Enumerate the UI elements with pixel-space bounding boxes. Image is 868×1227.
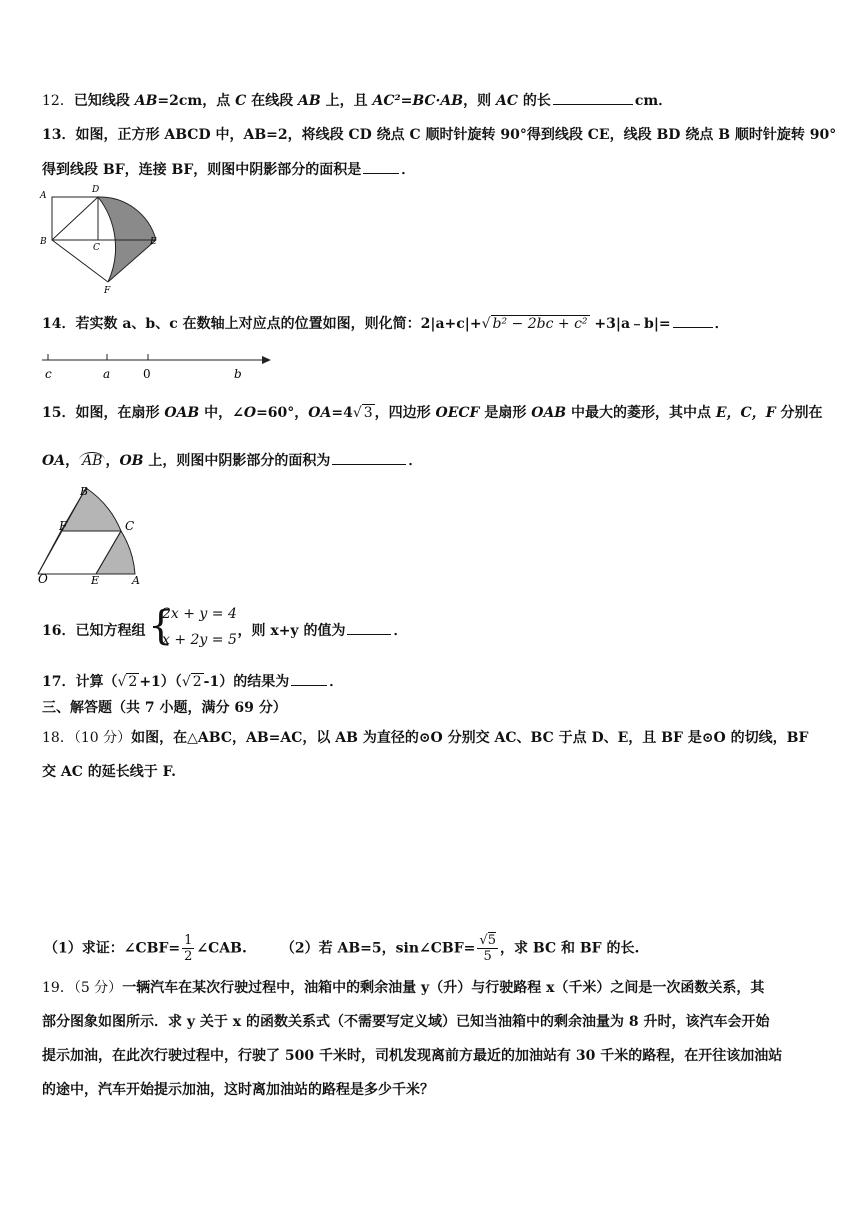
label-a: A: [132, 574, 140, 587]
label-b: B: [40, 237, 47, 247]
label-o: O: [38, 572, 48, 586]
answer-blank: [347, 620, 391, 635]
answer-blank: [553, 90, 633, 105]
tick-label-b: b: [234, 367, 242, 381]
section-heading: 三、解答题（共 7 小题，满分 69 分）: [42, 700, 287, 716]
tick-label-a: a: [103, 367, 111, 381]
label-d: D: [92, 185, 100, 195]
question-18-line-2: 交 AC 的延长线于 F.: [42, 764, 177, 780]
fraction-sqrt5-over-5: $\frac{√5}{5}$: [479, 933, 496, 964]
label-c: C: [93, 243, 100, 253]
question-19-line-2: 部分图象如图所示．求 y 关于 x 的函数关系式（不需要写定义域）已知当油箱中的剩余油量为 8 升时，该汽车会开始: [42, 1014, 770, 1030]
question-19-line-3: 提示加油，在此次行驶过程中，行驶了 500 千米时，司机发现离前方最近的加油站有 30 千米的路程，在开往该加油站: [42, 1048, 783, 1064]
label-b: B: [80, 485, 89, 498]
question-16: 16．已知方程组 ，则 x+y 的值为 ．: [42, 620, 407, 641]
number-line: [38, 350, 278, 384]
question-18-subparts: （1）求证：∠CBF= $\frac{1}{2}$ ∠CAB. （2）若 AB=5，sin∠CBF= $\frac{√5}{5}$ ，求 BC 和 BF 的长.: [44, 933, 640, 964]
label-c: C: [125, 519, 135, 533]
shaded-right: [96, 531, 135, 574]
question-13-line-2: 得到线段 BF，连接 BF，则图中阴影部分的面积是 ．: [42, 159, 415, 180]
answer-blank: [291, 671, 327, 686]
question-14: 14．若实数 a、b、c 在数轴上对应点的位置如图，则化简：2|a+c|+√ b² − 2bc + c² +3|a﹣b|= ．: [42, 313, 729, 334]
shaded-top: [61, 488, 121, 531]
square-rotation-figure: [38, 184, 168, 296]
question-18-line-1: 18．（10 分）如图，在△ABC，AB=AC，以 AB 为直径的⊙O 分别交 AC、BC 于点 D、E，且 BF 是⊙O 的切线，BF: [42, 730, 809, 746]
question-19-line-1: 19．（5 分）一辆汽车在某次行驶过程中，油箱中的剩余油量 y（升）与行驶路程 x（千米）之间是一次函数关系，其: [42, 980, 765, 996]
equation-2: x + 2y = 5: [162, 632, 237, 648]
question-13-line-1: 13．如图，正方形 ABCD 中，AB=2，将线段 CD 绕点 C 顺时针旋转 90°得到线段 CE，线段 BD 绕点 B 顺时针旋转 90°: [42, 127, 837, 143]
question-12: 12．已知线段 AB=2cm，点 C 在线段 AB 上，且 AC²=BC·AB，则 AC 的长 cm．: [42, 90, 672, 111]
label-f: F: [104, 286, 111, 296]
answer-blank: [363, 159, 399, 174]
label-e: E: [91, 574, 100, 587]
question-19-line-4: 的途中，汽车开始提示加油，这时离加油站的路程是多少千米？: [42, 1082, 434, 1098]
tick-label-c: c: [45, 367, 52, 381]
fraction-one-half: $\frac{1}{2}$: [184, 933, 193, 964]
arc-ab: AB: [79, 452, 105, 469]
label-e: E: [150, 237, 157, 247]
equation-system-brace: {: [148, 603, 174, 649]
label-f: F: [59, 519, 68, 533]
shaded-region: [98, 197, 156, 282]
answer-blank: [332, 450, 406, 465]
tick-label-0: 0: [143, 367, 151, 381]
equation-1: 2x + y = 4: [162, 606, 237, 622]
question-15-line-2: OA， AB ，OB 上，则图中阴影部分的面积为 ．: [42, 450, 422, 471]
label-a: A: [40, 191, 47, 201]
question-15-line-1: 15．如图，在扇形 OAB 中，∠O=60°，OA=4√ 3 ，四边形 OECF 是扇形 OAB 中最大的菱形，其中点 E，C，F 分别在: [42, 405, 823, 421]
answer-blank: [673, 313, 713, 328]
sector-rhombus-figure: [36, 485, 148, 587]
question-17: 17．计算（√ 2 +1）（√ 2 -1）的结果为 ．: [42, 671, 343, 692]
